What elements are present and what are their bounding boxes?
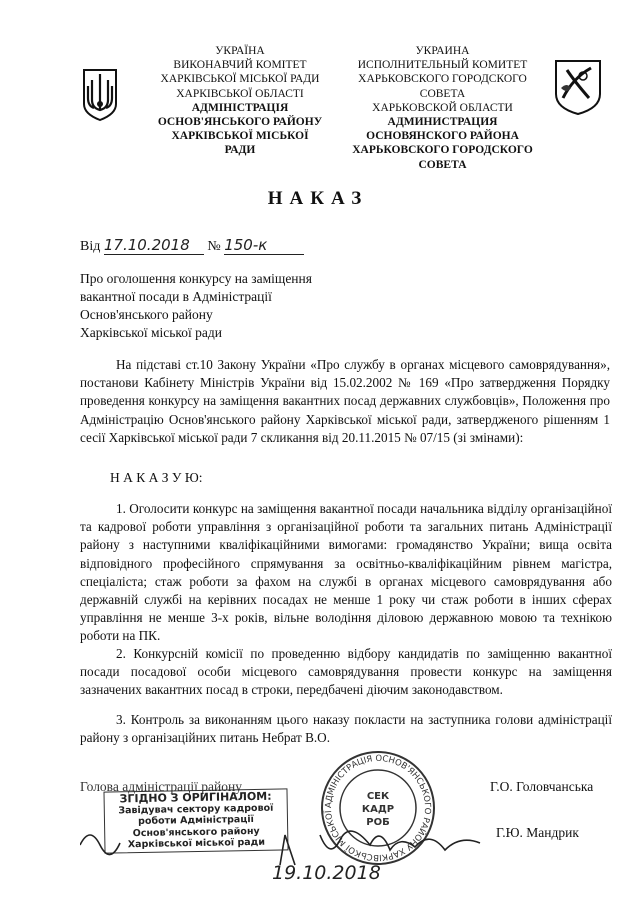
date-number-line bbox=[80, 236, 304, 255]
order-subject bbox=[80, 270, 380, 342]
order-number: 150-к bbox=[224, 236, 304, 255]
subject-line-2: вакантної посади в Адміністрації bbox=[80, 289, 272, 304]
stamp-box-line3: роботи Адміністрації bbox=[138, 813, 254, 828]
subject-line-4: Харківської міської ради bbox=[80, 325, 223, 340]
header-ru-line7: ХАРЬКОВСКОГО ГОРОДСКОГО bbox=[352, 144, 533, 157]
preamble-paragraph: На підставі ст.10 Закону України «Про службу в органах місцевого самоврядування», постанови Кабінету Міністрів України від 15.02.2002 № 169 «Про затвердження Порядку проведення конкурсу на заміщення вакантних посад державних службовців», Положення про Адміністрацію Основ'янського району Харківської міської ради, затвердженого рішенням 1 сесії Харківської міської ради 7 скликання від 20.11.2015 № 07/15 (зі змінами): bbox=[80, 357, 610, 445]
header-ua-line7: ХАРКІВСЬКОЇ МІСЬКОЇ bbox=[171, 130, 309, 143]
item-1: 1. Оголосити конкурс на заміщення вакантної посади начальника відділу організаційної та кадрової роботи управління з організаційної роботи та загальних питань Адміністрації району з наступними кваліфікаційними вимогами: громадянство України; вища освіта відповідного професійного спрямування за освітньо-кваліфікаційним рівнем магістра, спеціаліста; стаж роботи за фахом на службі в органах місцевого самоврядування або державній службі на керівних посадах не менше 1 року чи стаж роботи в інших сферах управління не менше 3-х років, вільне володіння діловою державною мовою та технікою роботи на ПК. bbox=[80, 501, 612, 644]
header-ua-line4: ХАРКІВСЬКОЇ ОБЛАСТІ bbox=[176, 87, 304, 100]
order-word: Н А К А З У Ю: bbox=[110, 470, 203, 485]
stamp-center-1: СЕК bbox=[366, 791, 390, 802]
date-prefix: Від bbox=[80, 239, 101, 254]
header-ua-line3: ХАРКІВСЬКОЇ МІСЬКОЇ РАДИ bbox=[160, 73, 320, 86]
header-ua-line2: ВИКОНАВЧИЙ КОМІТЕТ bbox=[173, 59, 307, 72]
stamp-box-line4: Основ'янського району bbox=[132, 825, 260, 839]
subject-line-3: Основ'янського району bbox=[80, 307, 213, 322]
header-ua-line5: АДМІНІСТРАЦІЯ bbox=[191, 101, 289, 114]
header-ru-line3: ХАРЬКОВСКОГО ГОРОДСКОГО СОВЕТА bbox=[358, 73, 527, 100]
stamp-box-line2: Завідувач сектору кадрової bbox=[118, 802, 274, 816]
header-ru-line5: АДМИНИСТРАЦИЯ bbox=[387, 116, 498, 129]
stamp-box-line1: ЗГІДНО З ОРИГІНАЛОМ: bbox=[119, 789, 272, 806]
handwritten-date: 19.10.2018 bbox=[272, 862, 381, 884]
signatory-label: Голова адміністрації району bbox=[80, 779, 242, 794]
header-ru-line2: ИСПОЛНИТЕЛЬНЫЙ КОМИТЕТ bbox=[357, 59, 528, 72]
header-ru-line1: УКРАИНА bbox=[415, 45, 470, 57]
header-ua-line8: РАДИ bbox=[224, 144, 256, 157]
header-ua-line6: ОСНОВ'ЯНСЬКОГО РАЙОНУ bbox=[157, 116, 323, 129]
header-ua-line1: УКРАЇНА bbox=[215, 45, 265, 57]
round-stamp-ring-text: АДМІНІСТРАЦІЯ ОСНОВ'ЯНСЬКОГО РАЙОНУ ХАРКІВСЬКОЇ МІСЬКОЇ bbox=[323, 753, 433, 863]
item-2: 2. Конкурсній комісії по проведенню відбору кандидатів по заміщенню вакантної посади посадової особи місцевого самоврядування провести конкурс на заміщення зазначених вакантних посад в строки, передбачені діючим законодавством. bbox=[80, 646, 612, 698]
city-emblem-icon bbox=[553, 58, 603, 116]
stamp-center-2: КАДР bbox=[361, 804, 395, 815]
signatory-name-1: Г.О. Головчанська bbox=[490, 779, 594, 794]
header-russian bbox=[335, 44, 550, 172]
item-3: 3. Контроль за виконанням цього наказу покласти на заступника голови адміністрації району з організаційних питань Небрат В.О. bbox=[80, 712, 612, 746]
header-ru-line8: СОВЕТА bbox=[418, 158, 467, 171]
header-ru-line6: ОСНОВЯНСКОГО РАЙОНА bbox=[366, 130, 519, 143]
subject-line-1: Про оголошення конкурсу на заміщення bbox=[80, 271, 312, 286]
signatory-name-2: Г.Ю. Мандрик bbox=[496, 825, 579, 840]
stamp-box-line5: Харківської міської ради bbox=[127, 836, 266, 851]
stamp-center-3: РОБ bbox=[366, 817, 390, 828]
document-title: НАКАЗ bbox=[267, 188, 369, 209]
coat-of-arms-icon bbox=[80, 66, 120, 122]
header-ru-line4: ХАРЬКОВСКОЙ ОБЛАСТИ bbox=[372, 101, 513, 114]
header-ukrainian bbox=[145, 44, 335, 158]
number-sign: № bbox=[207, 239, 221, 254]
order-date: 17.10.2018 bbox=[104, 236, 204, 255]
